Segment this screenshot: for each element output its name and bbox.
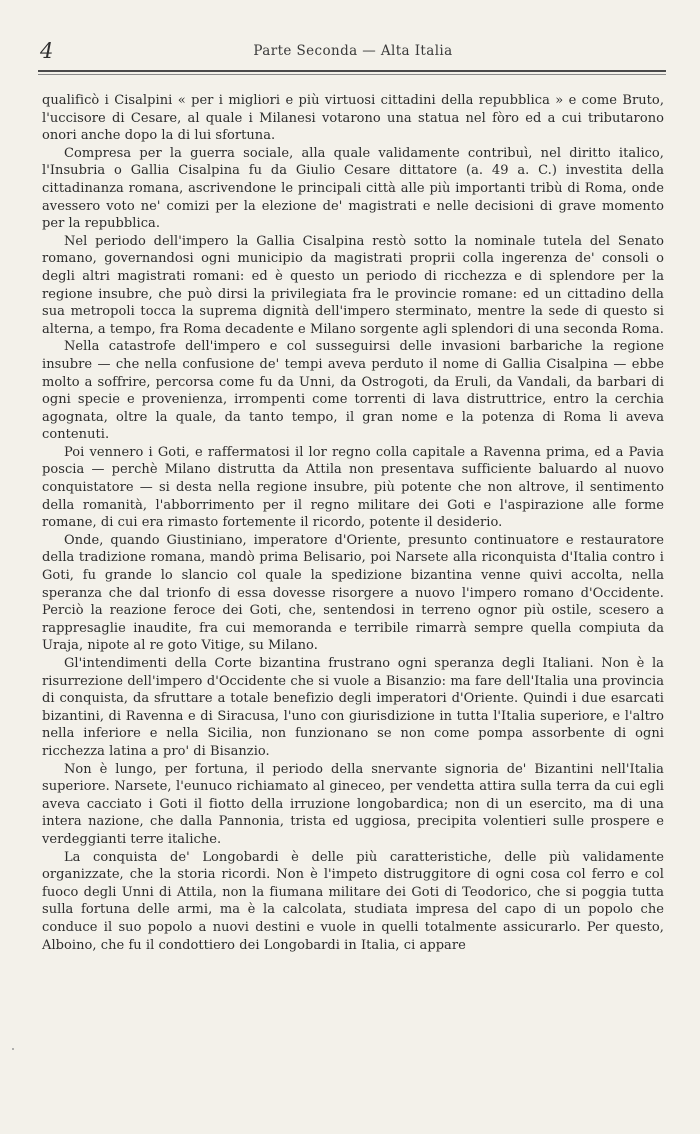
paragraph: Non è lungo, per fortuna, il periodo della snervante signoria de' Bizantini nell'Italia superiore. Narsete, l'eunuco richiamato al gineceo, per vendetta attira sulla terra da cui egli aveva cacciato i Goti il fiotto della irruzione longobardica; non di un esercito, ma di una intera nazione, che dalla Pannonia, trista ed uggiosa, precipita volentieri sulle prospere e verdeggianti terre italiche.: [42, 761, 664, 847]
paragraph: Poi vennero i Goti, e raffermatosi il lor regno colla capitale a Ravenna prima, ed a Pavia poscia — perchè Milano distrutta da Attila non presentava sufficiente baluardo al nuovo conquistatore — si desta nella regione insubre, più potente che non altrove, il sentimento della romanità, l'abborrimento per il regno militare dei Goti e l'aspirazione alle forme romane, di cui era rimasto fortemente il ricordo, potente il desiderio.: [42, 444, 664, 531]
paragraph: Compresa per la guerra sociale, alla quale validamente contribuì, nel diritto italico, l'Insubria o Gallia Cisalpina fu da Giulio Cesare dittatore (a. 49 a. C.) investita della cittadinanza romana, ascrivendone le principali città alle più importanti tribù di Roma, onde avessero voto ne' comizi per la elezione de' magistrati e nelle decisioni di grave momento per la repubblica.: [42, 145, 664, 232]
running-title: Parte Seconda — Alta Italia: [253, 43, 453, 59]
page-number: 4: [40, 39, 54, 63]
paragraph: Onde, quando Giustiniano, imperatore d'Oriente, presunto continuatore e restauratore della tradizione romana, mandò prima Belisario, poi Narsete alla riconquista d'Italia contro i Goti, fu grande lo slancio col quale la spedizione bizantina venne quivi accolta, nella speranza che dal trionfo di essa dovesse risorgere a nuovo l'impero romano d'Occidente. Perciò la reazione feroce dei Goti, che, sentendosi in terreno ognor più ostile, scesero a rappresaglie inaudite, fra cui memoranda e terribile rimarrà sempre quella compiuta da Uraja, nipote al re goto Vitige, su Milano.: [42, 532, 664, 654]
paragraph: La conquista de' Longobardi è delle più caratteristiche, delle più validamente organizzate, che la storia ricordi. Non è l'impeto distruggitore di ogni cosa col ferro e col fuoco degli Unni di Attila, non la fiumana militare dei Goti di Teodorico, che si poggia tutta sulla fortuna delle armi, ma è la calcolata, studiata impresa del capo di un popolo che conduce il suo popolo a nuovi destini e vuole in quelli totalmente assicurarlo. Per questo, Alboino, che fu il condottiero dei Longobardi in Italia, ci appare: [42, 849, 664, 953]
paragraph: Nel periodo dell'impero la Gallia Cisalpina restò sotto la nominale tutela del Senato romano, governandosi ogni municipio da magistrati proprii colla ingerenza de' consoli o degli altri magistrati romani: ed è questo un periodo di ricchezza e di splendore per la regione insubre, che può dirsi la privilegiata fra le provincie romane: ed un cittadino della sua metropoli tocca la suprema dignità dell'impero sterminato, mentre la sede di questo si alterna, a tempo, fra Roma decadente e Milano sorgente agli splendori di una seconda Roma.: [42, 233, 664, 337]
margin-speck: [12, 1048, 14, 1050]
running-head: [40, 40, 666, 62]
header-rule: [38, 70, 666, 72]
body-text: [42, 92, 664, 954]
paragraph: Gl'intendimenti della Corte bizantina frustrano ogni speranza degli Italiani. Non è la risurrezione dell'impero d'Occidente che si vuole a Bisanzio: ma fare dell'Italia una provincia di conquista, da sfruttare a totale benefizio degli imperatori d'Oriente. Quindi i due esarcati bizantini, di Ravenna e di Siracusa, l'uno con giurisdizione in tutta l'Italia superiore, e l'altro nella inferiore e nella Sicilia, non funzionano se non come pompa assorbente di ogni ricchezza latina a pro' di Bisanzio.: [42, 656, 664, 759]
header-rule-thin: [38, 74, 666, 75]
paragraph: qualificò i Cisalpini « per i migliori e più virtuosi cittadini della repubblica » e come Bruto, l'uccisore di Cesare, al quale i Milanesi votarono una statua nel fòro ed a cui tributarono onori anche dopo la di lui sfortuna.: [42, 93, 664, 144]
paragraph: Nella catastrofe dell'impero e col susseguirsi delle invasioni barbariche la regione insubre — che nella confusione de' tempi aveva perduto il nome di Gallia Cisalpina — ebbe molto a soffrire, percorsa come fu da Unni, da Ostrogoti, da Eruli, da Vandali, da barbari di ogni specie e provenienza, irrompenti come torrenti di lava distruttrice, entro la cerchia agognata, oltre la quale, da tanto tempo, il gran nome e la potenza di Roma li aveva contenuti.: [42, 339, 664, 443]
